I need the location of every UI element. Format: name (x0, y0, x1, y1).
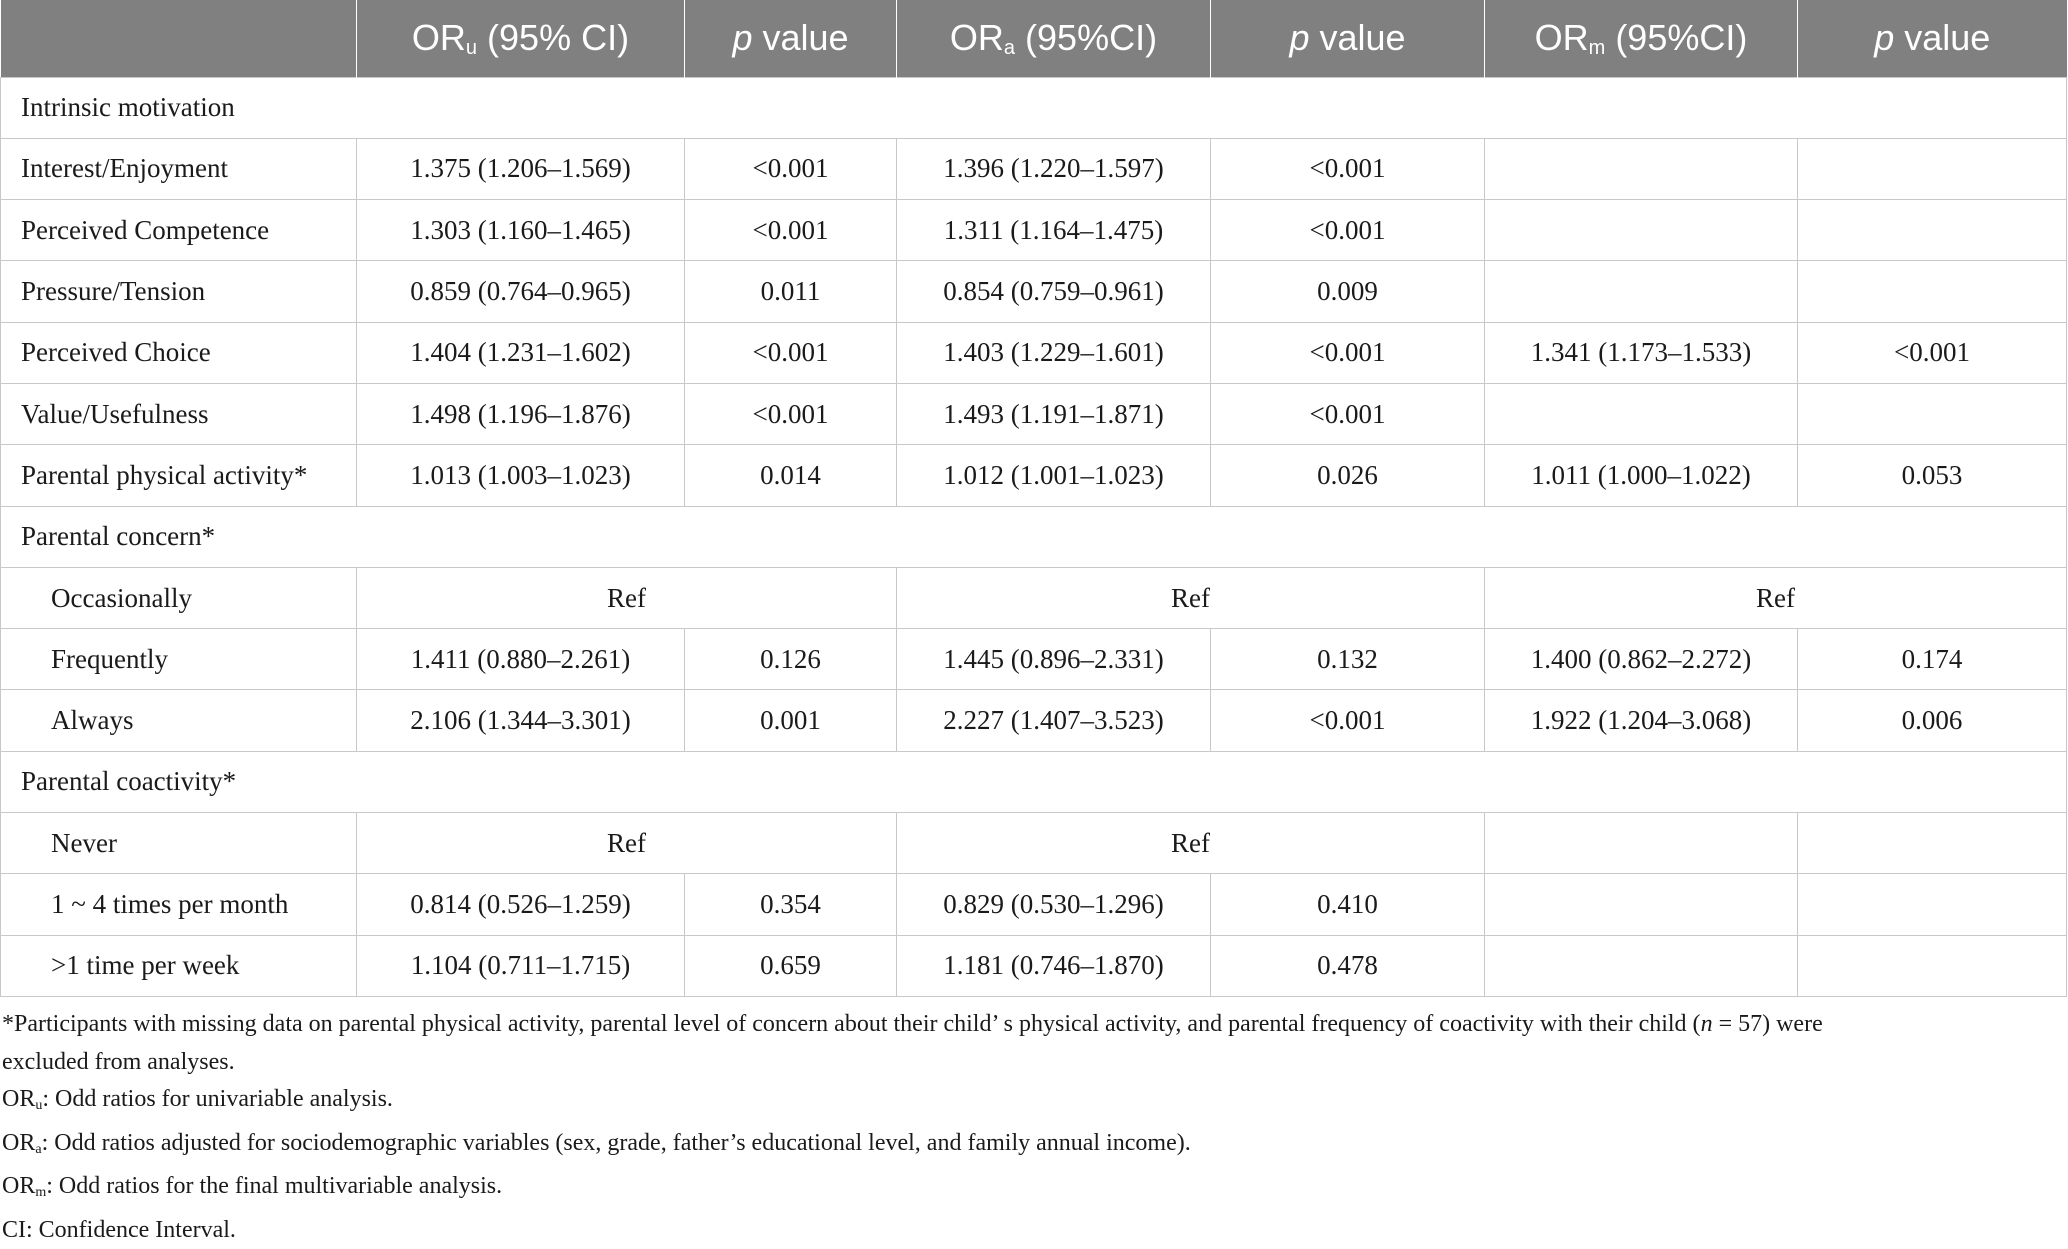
cell-p-m: 0.006 (1798, 690, 2067, 751)
cell-or-m: 1.400 (0.862–2.272) (1485, 629, 1798, 690)
header-blank (1, 0, 357, 77)
cell-or-u: 1.375 (1.206–1.569) (357, 138, 685, 199)
table-row-choice (1, 322, 2067, 383)
header-p-u: p value (685, 0, 897, 77)
cell-or-m (1485, 383, 1798, 444)
cell-ref-a: Ref (897, 567, 1485, 628)
cell-ref-a: Ref (897, 813, 1485, 874)
section-label: Intrinsic motivation (1, 77, 2067, 138)
cell-p-m (1798, 138, 2067, 199)
cell-or-u: 0.859 (0.764–0.965) (357, 261, 685, 322)
cell-p-m (1798, 383, 2067, 444)
cell-ref-u: Ref (357, 813, 897, 874)
cell-p-u: 0.354 (685, 874, 897, 935)
cell-or-m: 1.011 (1.000–1.022) (1485, 445, 1798, 506)
cell-p-m: 0.174 (1798, 629, 2067, 690)
cell-p-u: 0.001 (685, 690, 897, 751)
cell-or-m (1485, 261, 1798, 322)
cell-p-a: <0.001 (1211, 200, 1485, 261)
cell-p-a: <0.001 (1211, 138, 1485, 199)
cell-or-a: 1.403 (1.229–1.601) (897, 322, 1211, 383)
section-label: Parental coactivity* (1, 751, 2067, 812)
cell-p-u: <0.001 (685, 383, 897, 444)
row-label: Value/Usefulness (1, 383, 357, 444)
cell-p-a: <0.001 (1211, 383, 1485, 444)
cell-or-a: 1.493 (1.191–1.871) (897, 383, 1211, 444)
cell-or-m (1485, 200, 1798, 261)
row-label: Occasionally (1, 567, 357, 628)
footnote-missing-data-cont: excluded from analyses. (2, 1044, 2052, 1082)
header-or-m: $OR_m$ (95%CI) (1485, 0, 1798, 77)
cell-or-m (1485, 935, 1798, 996)
row-label: Perceived Choice (1, 322, 357, 383)
footnote-or-m: $OR_m$: Odd ratios for the final multivariable analysis. (2, 1168, 2052, 1212)
cell-or-m: 1.341 (1.173–1.533) (1485, 322, 1798, 383)
cell-or-u: 1.104 (0.711–1.715) (357, 935, 685, 996)
cell-p-a: <0.001 (1211, 690, 1485, 751)
cell-p-a: 0.132 (1211, 629, 1485, 690)
cell-p-u: <0.001 (685, 138, 897, 199)
cell-p-u: 0.126 (685, 629, 897, 690)
table-row-occasionally (1, 567, 2067, 628)
cell-or-m (1485, 874, 1798, 935)
row-label: 1 ~ 4 times per month (1, 874, 357, 935)
footnote-missing-data: *Participants with missing data on parental physical activity, parental level of concern about their child’ s physical activity, and parental frequency of coactivity with their child (n = 57) were (2, 1006, 2052, 1044)
cell-p-u: 0.659 (685, 935, 897, 996)
table-footnotes (2, 1006, 2052, 1249)
cell-or-a: 2.227 (1.407–3.523) (897, 690, 1211, 751)
section-row-concern (1, 506, 2067, 567)
cell-p-m (1798, 813, 2067, 874)
cell-or-u: 2.106 (1.344–3.301) (357, 690, 685, 751)
cell-p-m: <0.001 (1798, 322, 2067, 383)
cell-p-a: 0.410 (1211, 874, 1485, 935)
cell-or-a: 1.181 (0.746–1.870) (897, 935, 1211, 996)
cell-p-a: 0.026 (1211, 445, 1485, 506)
cell-or-u: 1.404 (1.231–1.602) (357, 322, 685, 383)
section-row-coactivity (1, 751, 2067, 812)
table-row-value (1, 383, 2067, 444)
cell-or-a: 1.311 (1.164–1.475) (897, 200, 1211, 261)
row-label: >1 time per week (1, 935, 357, 996)
cell-or-u: 1.498 (1.196–1.876) (357, 383, 685, 444)
cell-p-u: <0.001 (685, 322, 897, 383)
cell-p-m (1798, 935, 2067, 996)
footnote-ci: CI: Confidence Interval. (2, 1212, 2052, 1249)
table-row-frequently (1, 629, 2067, 690)
row-label: Pressure/Tension (1, 261, 357, 322)
cell-p-a: <0.001 (1211, 322, 1485, 383)
cell-p-m (1798, 261, 2067, 322)
table-row-monthly (1, 874, 2067, 935)
section-row-intrinsic (1, 77, 2067, 138)
row-label: Parental physical activity* (1, 445, 357, 506)
cell-or-a: 1.445 (0.896–2.331) (897, 629, 1211, 690)
cell-or-m (1485, 138, 1798, 199)
cell-or-u: 1.303 (1.160–1.465) (357, 200, 685, 261)
footnote-or-u: $OR_u$: Odd ratios for univariable analysis. (2, 1081, 2052, 1125)
table-row-interest (1, 138, 2067, 199)
table-row-competence (1, 200, 2067, 261)
cell-or-m: 1.922 (1.204–3.068) (1485, 690, 1798, 751)
table-row-weekly (1, 935, 2067, 996)
cell-or-u: 1.013 (1.003–1.023) (357, 445, 685, 506)
row-label: Frequently (1, 629, 357, 690)
header-or-a: $OR_a$ (95%CI) (897, 0, 1211, 77)
cell-p-a: 0.478 (1211, 935, 1485, 996)
cell-or-u: 0.814 (0.526–1.259) (357, 874, 685, 935)
row-label: Never (1, 813, 357, 874)
cell-p-u: 0.011 (685, 261, 897, 322)
table-row-pressure (1, 261, 2067, 322)
cell-ref-m: Ref (1485, 567, 2067, 628)
cell-or-a: 1.012 (1.001–1.023) (897, 445, 1211, 506)
header-row (1, 0, 2067, 77)
row-label: Always (1, 690, 357, 751)
cell-p-m (1798, 200, 2067, 261)
cell-or-a: 1.396 (1.220–1.597) (897, 138, 1211, 199)
cell-p-u: 0.014 (685, 445, 897, 506)
header-p-m: p value (1798, 0, 2067, 77)
table-row-never (1, 813, 2067, 874)
cell-or-a: 0.854 (0.759–0.961) (897, 261, 1211, 322)
cell-p-a: 0.009 (1211, 261, 1485, 322)
cell-p-m: 0.053 (1798, 445, 2067, 506)
table-row-always (1, 690, 2067, 751)
row-label: Interest/Enjoyment (1, 138, 357, 199)
header-or-u: $OR_u$ (95% CI) (357, 0, 685, 77)
cell-p-u: <0.001 (685, 200, 897, 261)
section-label: Parental concern* (1, 506, 2067, 567)
table-row-parental-pa (1, 445, 2067, 506)
footnote-or-a: $OR_a$: Odd ratios adjusted for sociodemographic variables (sex, grade, father’s educational level, and family annual income). (2, 1125, 2052, 1169)
cell-or-a: 0.829 (0.530–1.296) (897, 874, 1211, 935)
cell-or-u: 1.411 (0.880–2.261) (357, 629, 685, 690)
cell-ref-u: Ref (357, 567, 897, 628)
cell-or-m (1485, 813, 1798, 874)
row-label: Perceived Competence (1, 200, 357, 261)
header-p-a: p value (1211, 0, 1485, 77)
cell-p-m (1798, 874, 2067, 935)
